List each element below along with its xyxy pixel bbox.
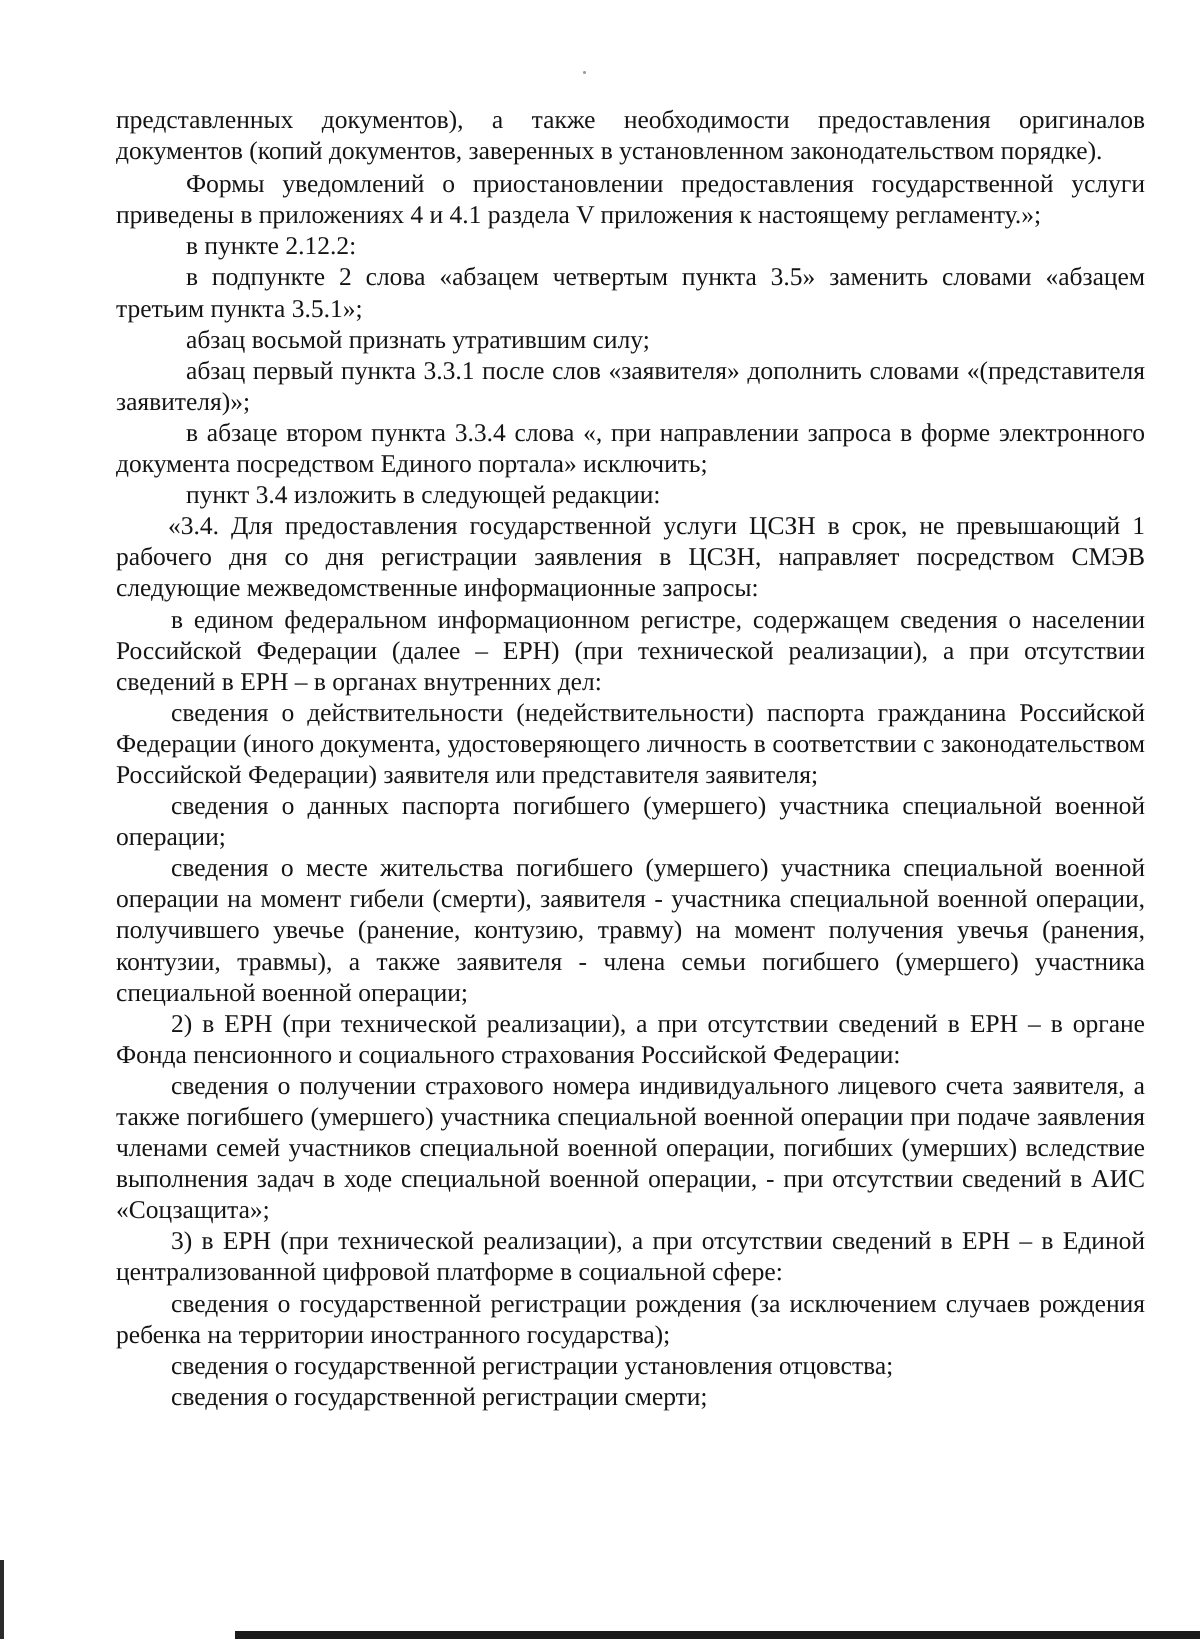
scan-edge-bottom: [235, 1631, 1200, 1639]
paragraph: сведения о государственной регистрации установления отцовства;: [171, 1350, 894, 1380]
paragraph: 2) в ЕРН (при технической реализации), а при отсутствии сведений в ЕРН – в органе Фонда пенсионного и социального страхования Российской Федерации:: [116, 1008, 1145, 1069]
paragraph: сведения о месте жительства погибшего (умершего) участника специальной военной операции на момент гибели (смерти), заявителя - участника специальной военной операции, получившего увечье (ранение, контузию, травму) на момент получения увечья (ранения, контузии, травмы), а также заявителя - члена семьи погибшего (умершего) участника специальной военной операции;: [116, 853, 1145, 1007]
paragraph: абзац восьмой признать утратившим силу;: [186, 324, 650, 354]
paragraph: пункт 3.4 изложить в следующей редакции:: [186, 480, 661, 510]
paragraph: сведения о получении страхового номера индивидуального лицевого счета заявителя, а также погибшего (умершего) участника специальной военной операции при подаче заявления членами семей участников специальной военной операции, погибших (умерших) вследствие выполнения задач в ходе специальной военной операции, - при отсутствии сведений в АИС «Соцзащита»;: [116, 1070, 1145, 1225]
paragraph: в едином федеральном информационном регистре, содержащем сведения о населении Российской Федерации (далее – ЕРН) (при технической реализации), а при отсутствии сведений в ЕРН – в органах внутренних дел:: [116, 604, 1145, 696]
scan-edge-left: [0, 1560, 4, 1639]
paragraph: представленных документов), а также необходимости предоставления оригиналов документов (копий документов, заверенных в установленном законодательством порядке).: [116, 105, 1145, 166]
paragraph: сведения о действительности (недействительности) паспорта гражданина Российской Федерации (иного документа, удостоверяющего личность в соответствии с законодательством Российской Федерации) заявителя или представителя заявителя;: [116, 697, 1145, 789]
paragraph: сведения о государственной регистрации смерти;: [171, 1381, 708, 1411]
paragraph: Формы уведомлений о приостановлении предоставления государственной услуги приведены в приложениях 4 и 4.1 раздела V приложения к настоящему регламенту.»;: [116, 169, 1145, 230]
scan-speck: [583, 71, 586, 74]
paragraph: сведения о государственной регистрации рождения (за исключением случаев рождения ребенка на территории иностранного государства);: [116, 1288, 1145, 1349]
paragraph: сведения о данных паспорта погибшего (умершего) участника специальной военной операции;: [116, 791, 1145, 852]
paragraph: в подпункте 2 слова «абзацем четвертым пункта 3.5» заменить словами «абзацем третьим пункта 3.5.1»;: [116, 262, 1145, 323]
paragraph: «3.4. Для предоставления государственной услуги ЦСЗН в срок, не превышающий 1 рабочего дня со дня регистрации заявления в ЦСЗН, направляет посредством СМЭВ следующие межведомственные информационные запросы:: [116, 511, 1145, 603]
paragraph: в пункте 2.12.2:: [186, 231, 357, 261]
paragraph: абзац первый пункта 3.3.1 после слов «заявителя» дополнить словами «(представителя заявителя)»;: [116, 355, 1145, 416]
paragraph: в абзаце втором пункта 3.3.4 слова «, при направлении запроса в форме электронного документа посредством Единого портала» исключить;: [116, 417, 1145, 479]
document-text: [116, 104, 1145, 1412]
paragraph: 3) в ЕРН (при технической реализации), а при отсутствии сведений в ЕРН – в Единой централизованной цифровой платформе в социальной сфере:: [116, 1226, 1145, 1287]
